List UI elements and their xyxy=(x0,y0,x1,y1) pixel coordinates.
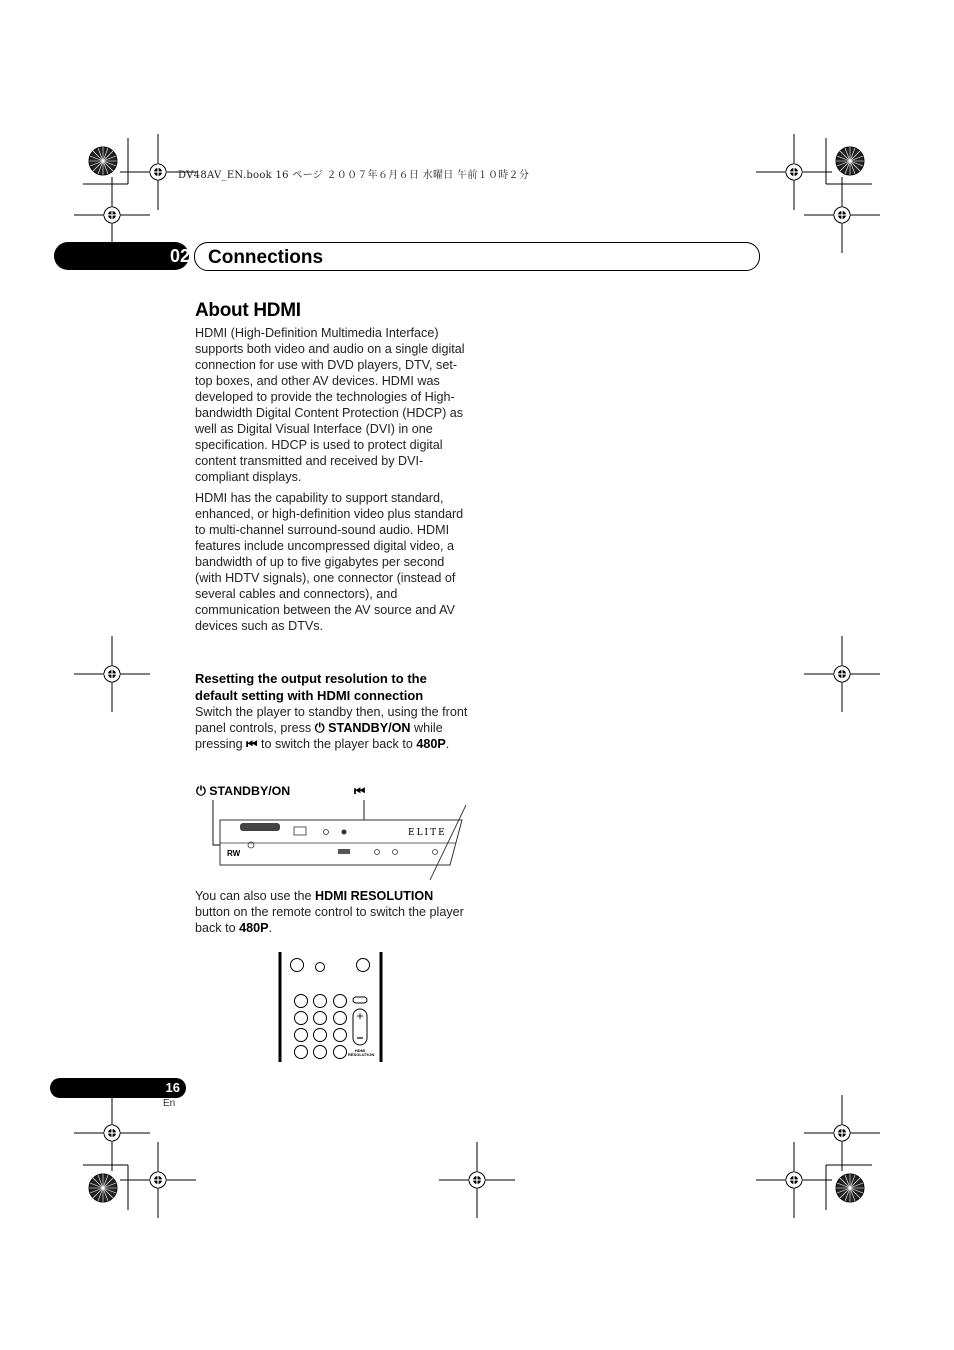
paragraph: HDMI (High-Definition Multimedia Interface) supports both video and audio on a single digital connection for use with DVD players, DTV, set-top boxes, and other AV devices. HDMI was developed to provide the technologies of High-bandwidth Digital Content Protection (HDCP) as well as Digital Visual Interface (DVI) in one specification. HDCP is used to protect digital content transmitted and received by DVI-compliant displays. xyxy=(195,326,465,484)
skip-previous-icon: ⏮ xyxy=(246,737,258,751)
page-number: 16 xyxy=(165,1080,180,1095)
power-icon: ⏻ xyxy=(314,721,325,735)
brand-text: ELITE xyxy=(408,828,447,838)
remote-instruction-text: You can also use the HDMI RESOLUTION button on the remote control to switch the player back to 480P. xyxy=(195,889,464,935)
skip-previous-icon: ⏮ xyxy=(354,784,366,798)
rw-badge: RW xyxy=(227,849,241,858)
standby-callout: ⏻ STANDBY/ON xyxy=(196,784,291,798)
hdmi-resolution-button-label: HDMI RESOLUTION xyxy=(348,1048,375,1057)
language-code: En xyxy=(163,1098,176,1109)
instruction-text: Switch the player to standby then, using the front panel controls, press ⏻ STANDBY/ON while pressing ⏮ to switch the player back to 480P. xyxy=(195,705,468,751)
remote-control-figure xyxy=(278,952,384,1062)
chapter-title: Connections xyxy=(208,247,324,268)
standby-label: STANDBY/ON xyxy=(328,721,411,735)
subsection-title: Resetting the output resolution to the default setting with HDMI connection xyxy=(195,671,427,703)
hdmi-resolution-label: HDMI RESOLUTION xyxy=(314,889,434,903)
print-metadata: DV48AV_EN.book 16 ページ ２００７年６月６日 水曜日 午前１０時２分 xyxy=(178,170,530,181)
resolution-value: 480P xyxy=(239,921,269,935)
chapter-number: 02 xyxy=(169,246,190,266)
paragraph: HDMI has the capability to support standard, enhanced, or high-definition video plus standard to multi-channel surround-sound audio. HDMI features include uncompressed digital video, a bandwidth of up to five gigabytes per second (with HDTV signals), one connector (instead of several cables and connectors), and communication between the AV source and AV devices such as DTVs. xyxy=(195,491,464,633)
section-title: About HDMI xyxy=(195,300,301,321)
section-body xyxy=(195,325,470,634)
resolution-value: 480P xyxy=(416,737,446,751)
remote-control-drawing xyxy=(278,952,384,1062)
front-panel-figure xyxy=(190,780,475,880)
